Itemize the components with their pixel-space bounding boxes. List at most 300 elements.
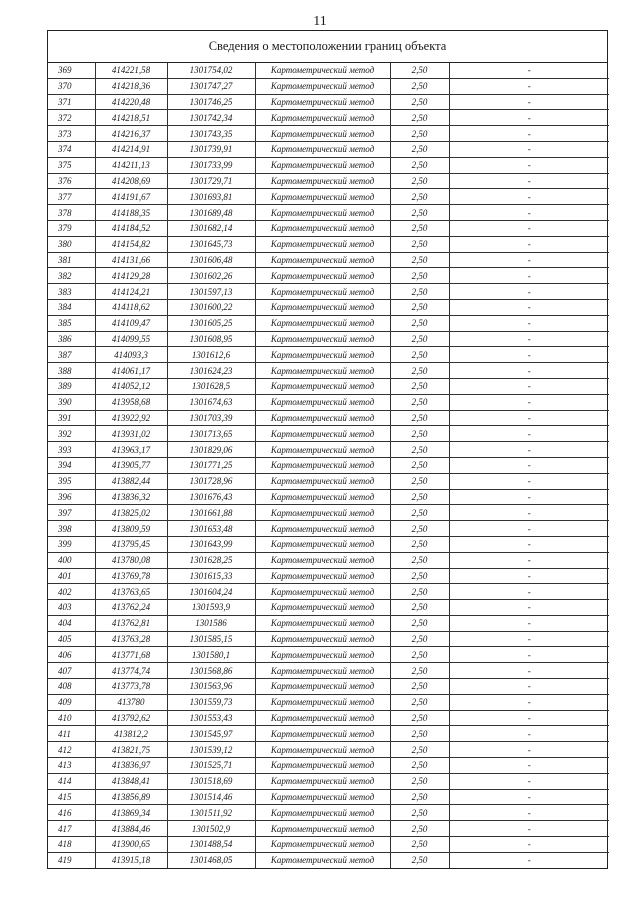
point-number-cell: 413 — [48, 758, 95, 774]
x-coordinate-cell: 414052,12 — [95, 378, 167, 394]
point-number-cell: 419 — [48, 852, 95, 867]
description-cell: - — [449, 726, 609, 742]
method-cell: Картометрический метод — [255, 837, 390, 853]
y-coordinate-cell: 1301628,5 — [167, 378, 255, 394]
description-cell: - — [449, 710, 609, 726]
accuracy-cell: 2,50 — [390, 410, 449, 426]
accuracy-cell: 2,50 — [390, 489, 449, 505]
y-coordinate-cell: 1301628,25 — [167, 552, 255, 568]
x-coordinate-cell: 413795,45 — [95, 536, 167, 552]
description-cell: - — [449, 631, 609, 647]
method-cell: Картометрический метод — [255, 457, 390, 473]
y-coordinate-cell: 1301525,71 — [167, 758, 255, 774]
table-row — [48, 584, 609, 600]
description-cell: - — [449, 442, 609, 458]
description-cell: - — [449, 600, 609, 616]
description-cell: - — [449, 505, 609, 521]
point-number-cell: 392 — [48, 426, 95, 442]
point-number-cell: 417 — [48, 821, 95, 837]
y-coordinate-cell: 1301602,26 — [167, 268, 255, 284]
accuracy-cell: 2,50 — [390, 789, 449, 805]
table-row — [48, 315, 609, 331]
table-row — [48, 110, 609, 126]
method-cell: Картометрический метод — [255, 189, 390, 205]
point-number-cell: 411 — [48, 726, 95, 742]
x-coordinate-cell: 413769,78 — [95, 568, 167, 584]
y-coordinate-cell: 1301605,25 — [167, 315, 255, 331]
table-body — [48, 63, 609, 868]
description-cell: - — [449, 773, 609, 789]
table-row — [48, 600, 609, 616]
point-number-cell: 384 — [48, 299, 95, 315]
method-cell: Картометрический метод — [255, 726, 390, 742]
accuracy-cell: 2,50 — [390, 773, 449, 789]
accuracy-cell: 2,50 — [390, 173, 449, 189]
table-row — [48, 252, 609, 268]
method-cell: Картометрический метод — [255, 157, 390, 173]
x-coordinate-cell: 413856,89 — [95, 789, 167, 805]
method-cell: Картометрический метод — [255, 631, 390, 647]
method-cell: Картометрический метод — [255, 94, 390, 110]
point-number-cell: 376 — [48, 173, 95, 189]
description-cell: - — [449, 536, 609, 552]
accuracy-cell: 2,50 — [390, 457, 449, 473]
table-row — [48, 489, 609, 505]
description-cell: - — [449, 552, 609, 568]
x-coordinate-cell: 413762,24 — [95, 600, 167, 616]
table-row — [48, 568, 609, 584]
method-cell: Картометрический метод — [255, 426, 390, 442]
accuracy-cell: 2,50 — [390, 600, 449, 616]
y-coordinate-cell: 1301682,14 — [167, 220, 255, 236]
table-row — [48, 189, 609, 205]
accuracy-cell: 2,50 — [390, 268, 449, 284]
y-coordinate-cell: 1301703,39 — [167, 410, 255, 426]
method-cell: Картометрический метод — [255, 710, 390, 726]
x-coordinate-cell: 413915,18 — [95, 852, 167, 867]
method-cell: Картометрический метод — [255, 220, 390, 236]
table-row — [48, 679, 609, 695]
method-cell: Картометрический метод — [255, 63, 390, 78]
document-sheet — [47, 30, 608, 869]
y-coordinate-cell: 1301674,63 — [167, 394, 255, 410]
x-coordinate-cell: 413780 — [95, 694, 167, 710]
description-cell: - — [449, 821, 609, 837]
x-coordinate-cell: 413763,65 — [95, 584, 167, 600]
method-cell: Картометрический метод — [255, 110, 390, 126]
point-number-cell: 385 — [48, 315, 95, 331]
accuracy-cell: 2,50 — [390, 236, 449, 252]
x-coordinate-cell: 413905,77 — [95, 457, 167, 473]
description-cell: - — [449, 252, 609, 268]
method-cell: Картометрический метод — [255, 584, 390, 600]
point-number-cell: 402 — [48, 584, 95, 600]
description-cell: - — [449, 615, 609, 631]
description-cell: - — [449, 110, 609, 126]
accuracy-cell: 2,50 — [390, 220, 449, 236]
table-row — [48, 758, 609, 774]
point-number-cell: 400 — [48, 552, 95, 568]
accuracy-cell: 2,50 — [390, 821, 449, 837]
y-coordinate-cell: 1301661,88 — [167, 505, 255, 521]
table-row — [48, 173, 609, 189]
x-coordinate-cell: 413825,02 — [95, 505, 167, 521]
description-cell: - — [449, 173, 609, 189]
x-coordinate-cell: 413869,34 — [95, 805, 167, 821]
description-cell: - — [449, 315, 609, 331]
table-row — [48, 394, 609, 410]
method-cell: Картометрический метод — [255, 615, 390, 631]
description-cell: - — [449, 852, 609, 867]
y-coordinate-cell: 1301553,43 — [167, 710, 255, 726]
description-cell: - — [449, 141, 609, 157]
method-cell: Картометрический метод — [255, 394, 390, 410]
x-coordinate-cell: 414154,82 — [95, 236, 167, 252]
page-number: 11 — [313, 14, 327, 29]
y-coordinate-cell: 1301468,05 — [167, 852, 255, 867]
x-coordinate-cell: 413773,78 — [95, 679, 167, 695]
table-row — [48, 78, 609, 94]
method-cell: Картометрический метод — [255, 442, 390, 458]
method-cell: Картометрический метод — [255, 663, 390, 679]
method-cell: Картометрический метод — [255, 679, 390, 695]
table-row — [48, 220, 609, 236]
x-coordinate-cell: 414191,67 — [95, 189, 167, 205]
accuracy-cell: 2,50 — [390, 694, 449, 710]
description-cell: - — [449, 94, 609, 110]
accuracy-cell: 2,50 — [390, 157, 449, 173]
point-number-cell: 395 — [48, 473, 95, 489]
accuracy-cell: 2,50 — [390, 584, 449, 600]
point-number-cell: 399 — [48, 536, 95, 552]
accuracy-cell: 2,50 — [390, 299, 449, 315]
description-cell: - — [449, 489, 609, 505]
description-cell: - — [449, 331, 609, 347]
method-cell: Картометрический метод — [255, 568, 390, 584]
table-row — [48, 410, 609, 426]
accuracy-cell: 2,50 — [390, 205, 449, 221]
x-coordinate-cell: 414099,55 — [95, 331, 167, 347]
method-cell: Картометрический метод — [255, 521, 390, 537]
table-row — [48, 821, 609, 837]
x-coordinate-cell: 414188,35 — [95, 205, 167, 221]
description-cell: - — [449, 63, 609, 78]
method-cell: Картометрический метод — [255, 552, 390, 568]
description-cell: - — [449, 742, 609, 758]
x-coordinate-cell: 413821,75 — [95, 742, 167, 758]
accuracy-cell: 2,50 — [390, 189, 449, 205]
method-cell: Картометрический метод — [255, 489, 390, 505]
method-cell: Картометрический метод — [255, 536, 390, 552]
table-row — [48, 631, 609, 647]
description-cell: - — [449, 363, 609, 379]
point-number-cell: 410 — [48, 710, 95, 726]
table-row — [48, 94, 609, 110]
y-coordinate-cell: 1301653,48 — [167, 521, 255, 537]
x-coordinate-cell: 414131,66 — [95, 252, 167, 268]
accuracy-cell: 2,50 — [390, 663, 449, 679]
description-cell: - — [449, 473, 609, 489]
method-cell: Картометрический метод — [255, 363, 390, 379]
method-cell: Картометрический метод — [255, 141, 390, 157]
accuracy-cell: 2,50 — [390, 78, 449, 94]
accuracy-cell: 2,50 — [390, 126, 449, 142]
accuracy-cell: 2,50 — [390, 710, 449, 726]
accuracy-cell: 2,50 — [390, 426, 449, 442]
description-cell: - — [449, 805, 609, 821]
x-coordinate-cell: 413792,62 — [95, 710, 167, 726]
table-row — [48, 126, 609, 142]
description-cell: - — [449, 789, 609, 805]
x-coordinate-cell: 414220,48 — [95, 94, 167, 110]
point-number-cell: 398 — [48, 521, 95, 537]
table-row — [48, 694, 609, 710]
accuracy-cell: 2,50 — [390, 552, 449, 568]
description-cell: - — [449, 220, 609, 236]
point-number-cell: 374 — [48, 141, 95, 157]
description-cell: - — [449, 205, 609, 221]
y-coordinate-cell: 1301514,46 — [167, 789, 255, 805]
method-cell: Картометрический метод — [255, 600, 390, 616]
point-number-cell: 406 — [48, 647, 95, 663]
y-coordinate-cell: 1301713,65 — [167, 426, 255, 442]
y-coordinate-cell: 1301597,13 — [167, 284, 255, 300]
description-cell: - — [449, 284, 609, 300]
y-coordinate-cell: 1301488,54 — [167, 837, 255, 853]
table-row — [48, 205, 609, 221]
description-cell: - — [449, 157, 609, 173]
point-number-cell: 408 — [48, 679, 95, 695]
accuracy-cell: 2,50 — [390, 679, 449, 695]
accuracy-cell: 2,50 — [390, 852, 449, 867]
x-coordinate-cell: 414214,91 — [95, 141, 167, 157]
table-row — [48, 63, 609, 78]
accuracy-cell: 2,50 — [390, 726, 449, 742]
y-coordinate-cell: 1301754,02 — [167, 63, 255, 78]
table-row — [48, 773, 609, 789]
y-coordinate-cell: 1301559,73 — [167, 694, 255, 710]
table-row — [48, 284, 609, 300]
point-number-cell: 405 — [48, 631, 95, 647]
accuracy-cell: 2,50 — [390, 742, 449, 758]
table-row — [48, 157, 609, 173]
accuracy-cell: 2,50 — [390, 331, 449, 347]
point-number-cell: 381 — [48, 252, 95, 268]
point-number-cell: 394 — [48, 457, 95, 473]
x-coordinate-cell: 414218,51 — [95, 110, 167, 126]
method-cell: Картометрический метод — [255, 173, 390, 189]
table-title: Сведения о местоположении границ объекта — [48, 31, 607, 63]
description-cell: - — [449, 521, 609, 537]
description-cell: - — [449, 236, 609, 252]
y-coordinate-cell: 1301743,35 — [167, 126, 255, 142]
table-row — [48, 378, 609, 394]
point-number-cell: 397 — [48, 505, 95, 521]
x-coordinate-cell: 413774,74 — [95, 663, 167, 679]
x-coordinate-cell: 414216,37 — [95, 126, 167, 142]
method-cell: Картометрический метод — [255, 742, 390, 758]
y-coordinate-cell: 1301689,48 — [167, 205, 255, 221]
method-cell: Картометрический метод — [255, 315, 390, 331]
table-row — [48, 236, 609, 252]
y-coordinate-cell: 1301608,95 — [167, 331, 255, 347]
method-cell: Картометрический метод — [255, 284, 390, 300]
method-cell: Картометрический метод — [255, 78, 390, 94]
y-coordinate-cell: 1301624,23 — [167, 363, 255, 379]
method-cell: Картометрический метод — [255, 647, 390, 663]
x-coordinate-cell: 413882,44 — [95, 473, 167, 489]
description-cell: - — [449, 758, 609, 774]
table-row — [48, 363, 609, 379]
table-row — [48, 347, 609, 363]
method-cell: Картометрический метод — [255, 205, 390, 221]
y-coordinate-cell: 1301733,99 — [167, 157, 255, 173]
x-coordinate-cell: 413884,46 — [95, 821, 167, 837]
method-cell: Картометрический метод — [255, 331, 390, 347]
x-coordinate-cell: 414118,62 — [95, 299, 167, 315]
accuracy-cell: 2,50 — [390, 141, 449, 157]
y-coordinate-cell: 1301604,24 — [167, 584, 255, 600]
description-cell: - — [449, 78, 609, 94]
y-coordinate-cell: 1301545,97 — [167, 726, 255, 742]
accuracy-cell: 2,50 — [390, 442, 449, 458]
point-number-cell: 414 — [48, 773, 95, 789]
y-coordinate-cell: 1301746,25 — [167, 94, 255, 110]
method-cell: Картометрический метод — [255, 126, 390, 142]
x-coordinate-cell: 413762,81 — [95, 615, 167, 631]
point-number-cell: 372 — [48, 110, 95, 126]
x-coordinate-cell: 413931,02 — [95, 426, 167, 442]
y-coordinate-cell: 1301518,69 — [167, 773, 255, 789]
table-row — [48, 805, 609, 821]
description-cell: - — [449, 299, 609, 315]
method-cell: Картометрический метод — [255, 505, 390, 521]
point-number-cell: 418 — [48, 837, 95, 853]
x-coordinate-cell: 414109,47 — [95, 315, 167, 331]
table-row — [48, 552, 609, 568]
table-row — [48, 299, 609, 315]
method-cell: Картометрический метод — [255, 805, 390, 821]
accuracy-cell: 2,50 — [390, 110, 449, 126]
x-coordinate-cell: 414124,21 — [95, 284, 167, 300]
point-number-cell: 409 — [48, 694, 95, 710]
point-number-cell: 383 — [48, 284, 95, 300]
description-cell: - — [449, 347, 609, 363]
table-row — [48, 615, 609, 631]
table-row — [48, 331, 609, 347]
description-cell: - — [449, 394, 609, 410]
accuracy-cell: 2,50 — [390, 394, 449, 410]
description-cell: - — [449, 426, 609, 442]
y-coordinate-cell: 1301645,73 — [167, 236, 255, 252]
point-number-cell: 403 — [48, 600, 95, 616]
accuracy-cell: 2,50 — [390, 505, 449, 521]
point-number-cell: 404 — [48, 615, 95, 631]
x-coordinate-cell: 413780,08 — [95, 552, 167, 568]
accuracy-cell: 2,50 — [390, 473, 449, 489]
accuracy-cell: 2,50 — [390, 363, 449, 379]
x-coordinate-cell: 414221,58 — [95, 63, 167, 78]
y-coordinate-cell: 1301511,92 — [167, 805, 255, 821]
x-coordinate-cell: 413900,65 — [95, 837, 167, 853]
point-number-cell: 386 — [48, 331, 95, 347]
accuracy-cell: 2,50 — [390, 63, 449, 78]
y-coordinate-cell: 1301728,96 — [167, 473, 255, 489]
x-coordinate-cell: 413922,92 — [95, 410, 167, 426]
method-cell: Картометрический метод — [255, 410, 390, 426]
accuracy-cell: 2,50 — [390, 536, 449, 552]
point-number-cell: 370 — [48, 78, 95, 94]
point-number-cell: 388 — [48, 363, 95, 379]
description-cell: - — [449, 679, 609, 695]
method-cell: Картометрический метод — [255, 773, 390, 789]
point-number-cell: 412 — [48, 742, 95, 758]
method-cell: Картометрический метод — [255, 852, 390, 867]
description-cell: - — [449, 663, 609, 679]
method-cell: Картометрический метод — [255, 236, 390, 252]
accuracy-cell: 2,50 — [390, 378, 449, 394]
method-cell: Картометрический метод — [255, 252, 390, 268]
table-row — [48, 837, 609, 853]
x-coordinate-cell: 413958,68 — [95, 394, 167, 410]
y-coordinate-cell: 1301600,22 — [167, 299, 255, 315]
accuracy-cell: 2,50 — [390, 631, 449, 647]
point-number-cell: 377 — [48, 189, 95, 205]
x-coordinate-cell: 413812,2 — [95, 726, 167, 742]
point-number-cell: 416 — [48, 805, 95, 821]
accuracy-cell: 2,50 — [390, 647, 449, 663]
description-cell: - — [449, 126, 609, 142]
y-coordinate-cell: 1301580,1 — [167, 647, 255, 663]
table-row — [48, 663, 609, 679]
method-cell: Картометрический метод — [255, 347, 390, 363]
accuracy-cell: 2,50 — [390, 805, 449, 821]
point-number-cell: 415 — [48, 789, 95, 805]
x-coordinate-cell: 413848,41 — [95, 773, 167, 789]
table-row — [48, 726, 609, 742]
accuracy-cell: 2,50 — [390, 837, 449, 853]
point-number-cell: 378 — [48, 205, 95, 221]
description-cell: - — [449, 584, 609, 600]
table-row — [48, 521, 609, 537]
method-cell: Картометрический метод — [255, 789, 390, 805]
description-cell: - — [449, 189, 609, 205]
x-coordinate-cell: 413771,68 — [95, 647, 167, 663]
accuracy-cell: 2,50 — [390, 252, 449, 268]
x-coordinate-cell: 414208,69 — [95, 173, 167, 189]
y-coordinate-cell: 1301563,96 — [167, 679, 255, 695]
point-number-cell: 391 — [48, 410, 95, 426]
accuracy-cell: 2,50 — [390, 284, 449, 300]
y-coordinate-cell: 1301539,12 — [167, 742, 255, 758]
x-coordinate-cell: 414129,28 — [95, 268, 167, 284]
point-number-cell: 389 — [48, 378, 95, 394]
table-row — [48, 647, 609, 663]
y-coordinate-cell: 1301829,06 — [167, 442, 255, 458]
method-cell: Картометрический метод — [255, 378, 390, 394]
y-coordinate-cell: 1301593,9 — [167, 600, 255, 616]
y-coordinate-cell: 1301771,25 — [167, 457, 255, 473]
y-coordinate-cell: 1301606,48 — [167, 252, 255, 268]
description-cell: - — [449, 568, 609, 584]
x-coordinate-cell: 414184,52 — [95, 220, 167, 236]
method-cell: Картометрический метод — [255, 473, 390, 489]
x-coordinate-cell: 413763,28 — [95, 631, 167, 647]
table-row — [48, 268, 609, 284]
accuracy-cell: 2,50 — [390, 615, 449, 631]
y-coordinate-cell: 1301729,71 — [167, 173, 255, 189]
table-row — [48, 710, 609, 726]
